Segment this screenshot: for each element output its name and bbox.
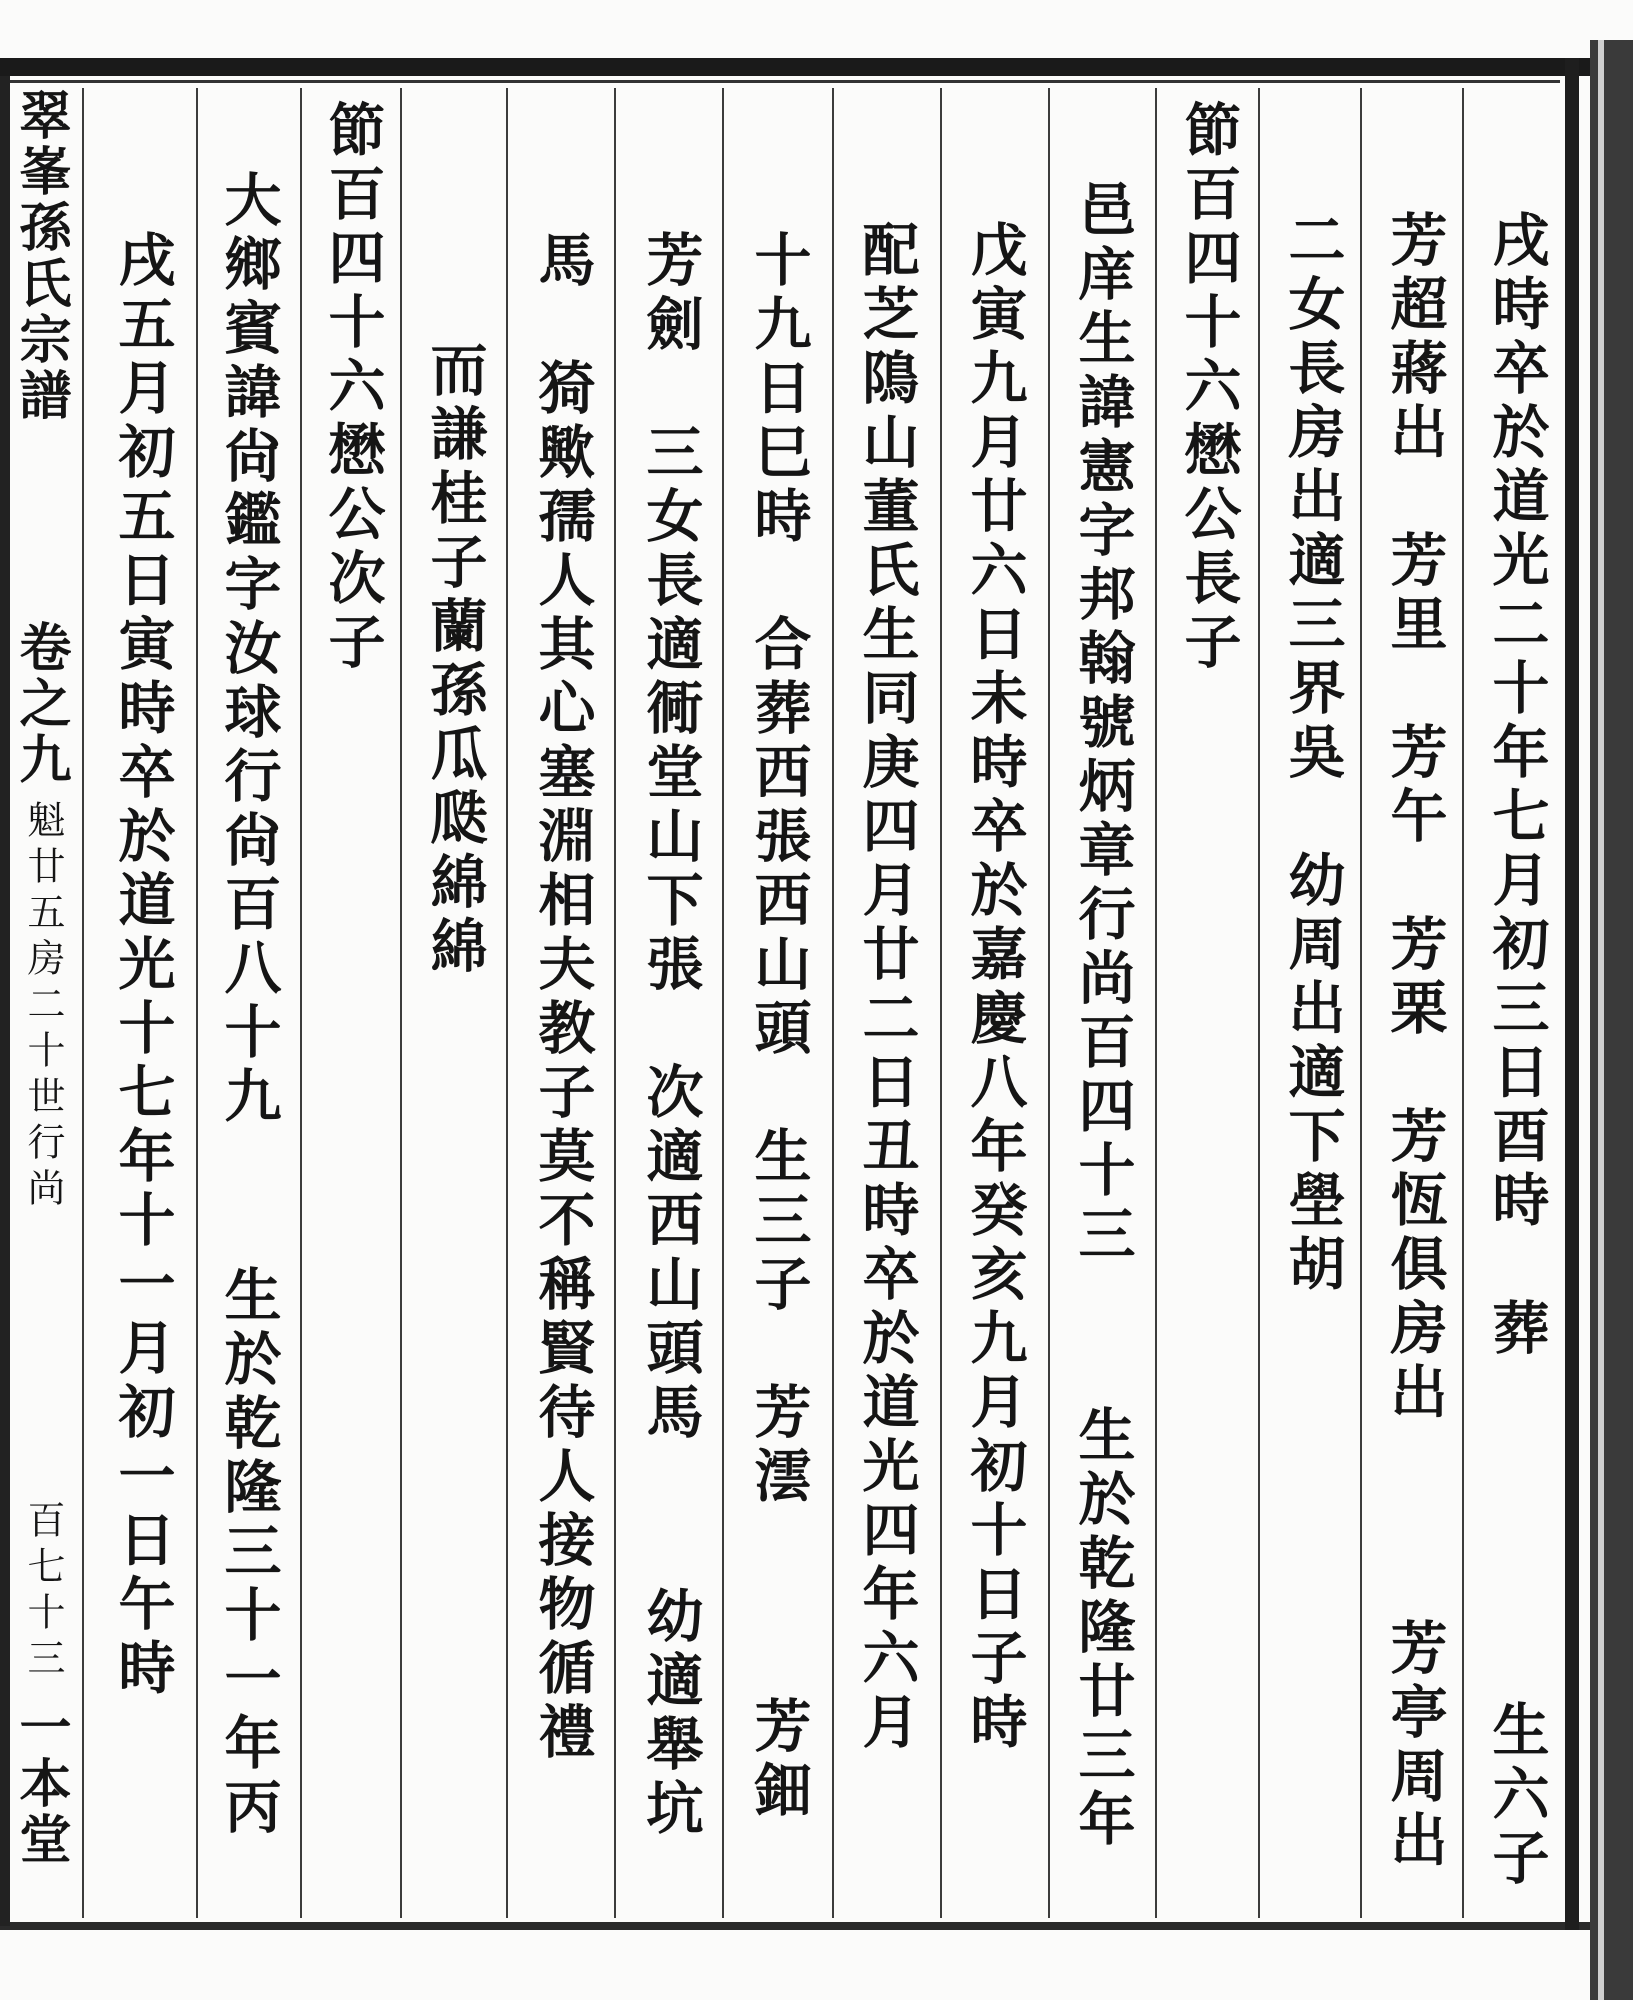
column-14-text: 戌五月初五日寅時卒於道光十七年十一月初一日午時: [109, 230, 176, 1702]
column-2-bottom-text: 芳亭周出: [1381, 1618, 1448, 1874]
top-border: [0, 58, 1600, 76]
column-2-text: 芳超蔣出 芳里 芳午 芳栗 芳恆俱房出: [1381, 210, 1448, 1426]
column-7-text: 配芝隝山董氏生同庚四月廿二日丑時卒於道光四年六月: [853, 220, 920, 1756]
column-11-text: 而謙桂子蘭孫瓜瓞綿綿: [421, 340, 488, 980]
column-10-text: 馬 猗歟孺人其心塞淵相夫教子莫不稱賢待人接物循禮: [529, 230, 596, 1766]
column-3-text: 二女長房出適三界吳 幼周出適下壆胡: [1279, 210, 1346, 1298]
column-rule: [1155, 88, 1157, 1918]
column-rule: [722, 88, 724, 1918]
column-5-bottom-text: 生於乾隆廿三年: [1069, 1405, 1136, 1853]
column-6-text: 戊寅九月廿六日未時卒於嘉慶八年癸亥九月初十日子時: [961, 220, 1028, 1756]
column-12-heading: 節百四十六懋公次子: [319, 100, 386, 676]
column-rule: [614, 88, 616, 1918]
margin-volume: 卷之九: [10, 620, 71, 788]
column-rule: [82, 88, 84, 1918]
column-13-text: 大鄉賓諱尙鑑字汝球行尙百八十九: [215, 170, 282, 1130]
margin-page-number: 百七十三: [21, 1500, 65, 1684]
column-9-bottom-text: 幼適舉坑: [637, 1586, 704, 1842]
top-inner-rule: [0, 80, 1560, 83]
column-8-bottom-text: 芳鈿: [745, 1696, 812, 1824]
page-edge: [1590, 40, 1633, 2000]
column-4-heading: 節百四十六懋公長子: [1175, 100, 1242, 676]
column-rule: [1258, 88, 1260, 1918]
margin-hall-name: 一本堂: [10, 1700, 71, 1868]
right-border: [1565, 58, 1579, 1930]
column-1-bottom-text: 生六子: [1483, 1700, 1550, 1892]
column-rule: [1048, 88, 1050, 1918]
column-13-bottom-text: 生於乾隆三十一年丙: [215, 1265, 282, 1841]
margin-section: 魁廿五房二十世行尚: [21, 800, 65, 1214]
column-rule: [832, 88, 834, 1918]
left-border: [0, 76, 10, 1926]
column-rule: [506, 88, 508, 1918]
column-rule: [940, 88, 942, 1918]
column-9-text: 芳劍 三女長適衕堂山下張 次適西山頭馬: [637, 230, 704, 1446]
bottom-border: [0, 1922, 1590, 1930]
margin-book-title: 翠峯孫氏宗譜: [10, 88, 71, 424]
column-8-text: 十九日巳時 合葬西張西山頭 生三子 芳澐: [745, 230, 812, 1510]
column-5-text: 邑庠生諱憲字邦翰號炳章行尚百四十三: [1069, 180, 1136, 1268]
column-1-text: 戌時卒於道光二十年七月初三日酉時 葬: [1483, 210, 1550, 1362]
